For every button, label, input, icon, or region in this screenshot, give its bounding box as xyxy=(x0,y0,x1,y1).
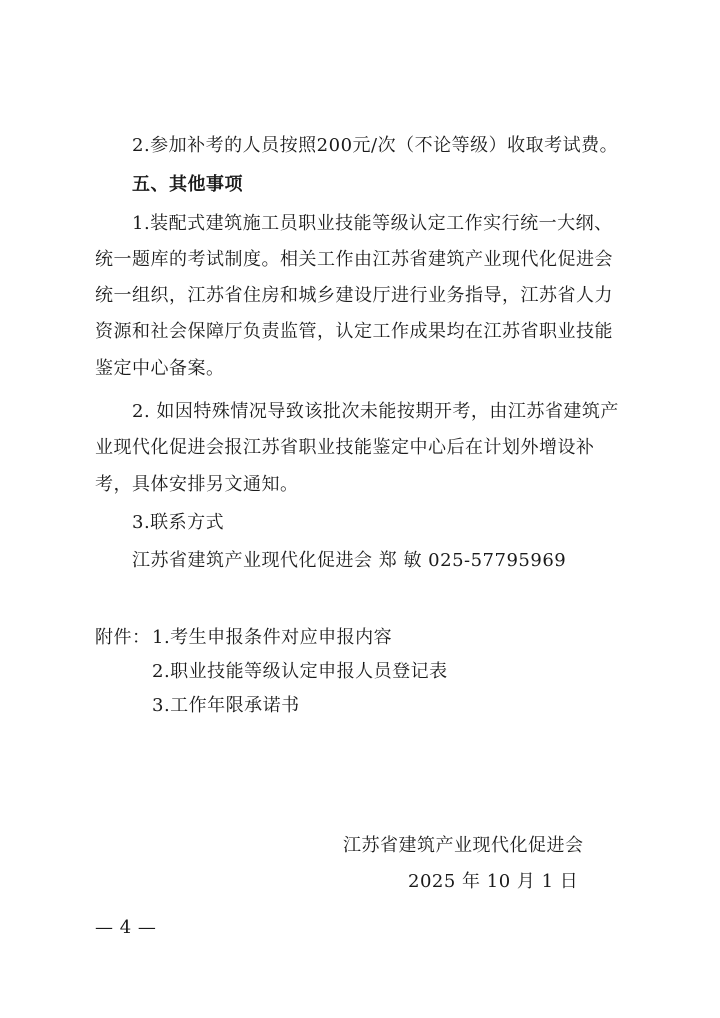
section-5-heading: 五、其他事项 xyxy=(132,174,243,195)
page-number: — 4 — xyxy=(95,917,157,938)
section-5-item-1-line-4: 资源和社会保障厅负责监管，认定工作成果均在江苏省职业技能 xyxy=(95,321,613,342)
section-5-item-1-line-2: 统一题库的考试制度。相关工作由江苏省建筑产业现代化促进会 xyxy=(95,249,613,270)
contact-info: 江苏省建筑产业现代化促进会 郑 敏 025-57795969 xyxy=(132,550,567,571)
attachments-label: 附件： xyxy=(95,627,151,648)
section-5-item-2-line-1: 2. 如因特殊情况导致该批次未能按期开考，由江苏省建筑产 xyxy=(132,401,619,422)
section-5-item-2-line-3: 考，具体安排另文通知。 xyxy=(95,474,299,495)
contact-heading: 3.联系方式 xyxy=(132,512,225,533)
attachment-item-1: 1.考生申报条件对应申报内容 xyxy=(152,627,393,648)
section-5-item-1-line-3: 统一组织，江苏省住房和城乡建设厅进行业务指导，江苏省人力 xyxy=(95,285,613,306)
signature-date: 2025 年 10 月 1 日 xyxy=(408,871,579,892)
section-5-item-1-line-1: 1.装配式建筑施工员职业技能等级认定工作实行统一大纲、 xyxy=(132,213,613,234)
attachment-item-2: 2.职业技能等级认定申报人员登记表 xyxy=(152,661,448,682)
section-5-item-2-line-2: 业现代化促进会报江苏省职业技能鉴定中心后在计划外增设补 xyxy=(95,437,595,458)
section-5-item-1-line-5: 鉴定中心备案。 xyxy=(95,358,225,379)
attachment-item-3: 3.工作年限承诺书 xyxy=(152,695,300,716)
signature-organization: 江苏省建筑产业现代化促进会 xyxy=(343,835,584,856)
fee-item-2: 2.参加补考的人员按照200元/次（不论等级）收取考试费。 xyxy=(132,135,619,156)
